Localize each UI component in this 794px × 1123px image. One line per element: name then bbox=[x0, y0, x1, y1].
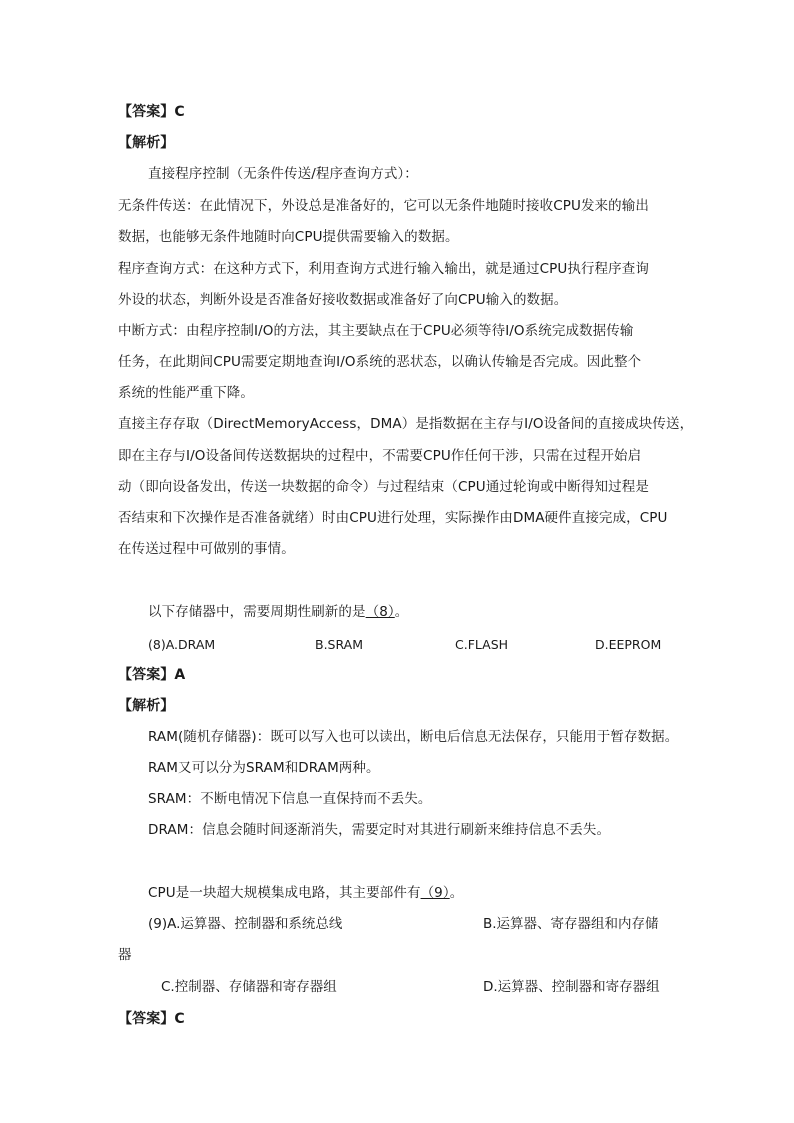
question-9-option-b: B.运算器、寄存器组和内存储 bbox=[483, 916, 659, 932]
question-9-stem bbox=[148, 883, 463, 903]
answer-label: 【答案】C bbox=[118, 1011, 185, 1027]
analysis-line: SRAM：不断电情况下信息一直保持而不丢失。 bbox=[148, 791, 432, 807]
question-8-option-c: C.FLASH bbox=[455, 637, 509, 652]
analysis-line: 无条件传送：在此情况下，外设总是准备好的，它可以无条件地随时接收CPU发来的输出 bbox=[118, 198, 649, 214]
analysis-line: 数据，也能够无条件地随时向CPU提供需要输入的数据。 bbox=[118, 229, 459, 245]
question-9-stem-text: CPU是一块超大规模集成电路，其主要部件有 bbox=[148, 885, 421, 901]
question-8-option-b: B.SRAM bbox=[315, 637, 363, 652]
question-9-option-a: (9)A.运算器、控制器和系统总线 bbox=[148, 916, 343, 932]
answer-label: 【答案】A bbox=[118, 667, 186, 683]
analysis-line: 程序查询方式：在这种方式下，利用查询方式进行输入输出，就是通过CPU执行程序查询 bbox=[118, 261, 649, 277]
question-9-blank: （9） bbox=[420, 885, 450, 901]
analysis-line: 外设的状态，判断外设是否准备好接收数据或准备好了向CPU输入的数据。 bbox=[118, 292, 568, 308]
analysis-label: 【解析】 bbox=[118, 698, 175, 714]
question-8-stem-end: 。 bbox=[394, 604, 409, 620]
analysis-line: 任务，在此期间CPU需要定期地查询I/O系统的恶状态，以确认传输是否完成。因此整个 bbox=[118, 354, 642, 370]
analysis-label: 【解析】 bbox=[118, 135, 175, 151]
analysis-line: RAM(随机存储器)：既可以写入也可以读出，断电后信息无法保存，只能用于暂存数据。 bbox=[148, 729, 679, 745]
analysis-line: 否结束和下次操作是否准备就绪）时由CPU进行处理，实际操作由DMA硬件直接完成，CPU bbox=[118, 510, 668, 526]
analysis-intro: 直接程序控制（无条件传送/程序查询方式）： bbox=[148, 166, 418, 182]
analysis-line: 动（即向设备发出，传送一块数据的命令）与过程结束（CPU通过轮询或中断得知过程是 bbox=[118, 479, 649, 495]
question-9-option-c: C.控制器、存储器和寄存器组 bbox=[161, 979, 337, 995]
analysis-line: DRAM：信息会随时间逐渐消失，需要定时对其进行刷新来维持信息不丢失。 bbox=[148, 822, 611, 838]
question-9-stem-end: 。 bbox=[449, 885, 464, 901]
analysis-line: 中断方式：由程序控制I/O的方法，其主要缺点在于CPU必须等待I/O系统完成数据传输 bbox=[118, 323, 634, 339]
question-8-option-a: (8)A.DRAM bbox=[148, 637, 216, 652]
analysis-line: 在传送过程中可做别的事情。 bbox=[118, 541, 295, 557]
analysis-line: 系统的性能严重下降。 bbox=[118, 385, 254, 401]
question-8-option-d: D.EEPROM bbox=[595, 637, 662, 652]
question-9-option-d: D.运算器、控制器和寄存器组 bbox=[483, 979, 660, 995]
analysis-line: 直接主存存取（DirectMemoryAccess，DMA）是指数据在主存与I/O设备间的直接成块传送， bbox=[118, 416, 694, 432]
answer-label: 【答案】C bbox=[118, 104, 185, 120]
question-8-stem bbox=[148, 602, 408, 622]
analysis-line: 即在主存与I/O设备间传送数据块的过程中，不需要CPU作任何干涉，只需在过程开始启 bbox=[118, 448, 642, 464]
analysis-line: RAM又可以分为SRAM和DRAM两种。 bbox=[148, 760, 380, 776]
question-9-option-b-wrap: 器 bbox=[118, 947, 132, 963]
question-8-blank: （8） bbox=[365, 604, 395, 620]
question-8-stem-text: 以下存储器中，需要周期性刷新的是 bbox=[148, 604, 366, 620]
